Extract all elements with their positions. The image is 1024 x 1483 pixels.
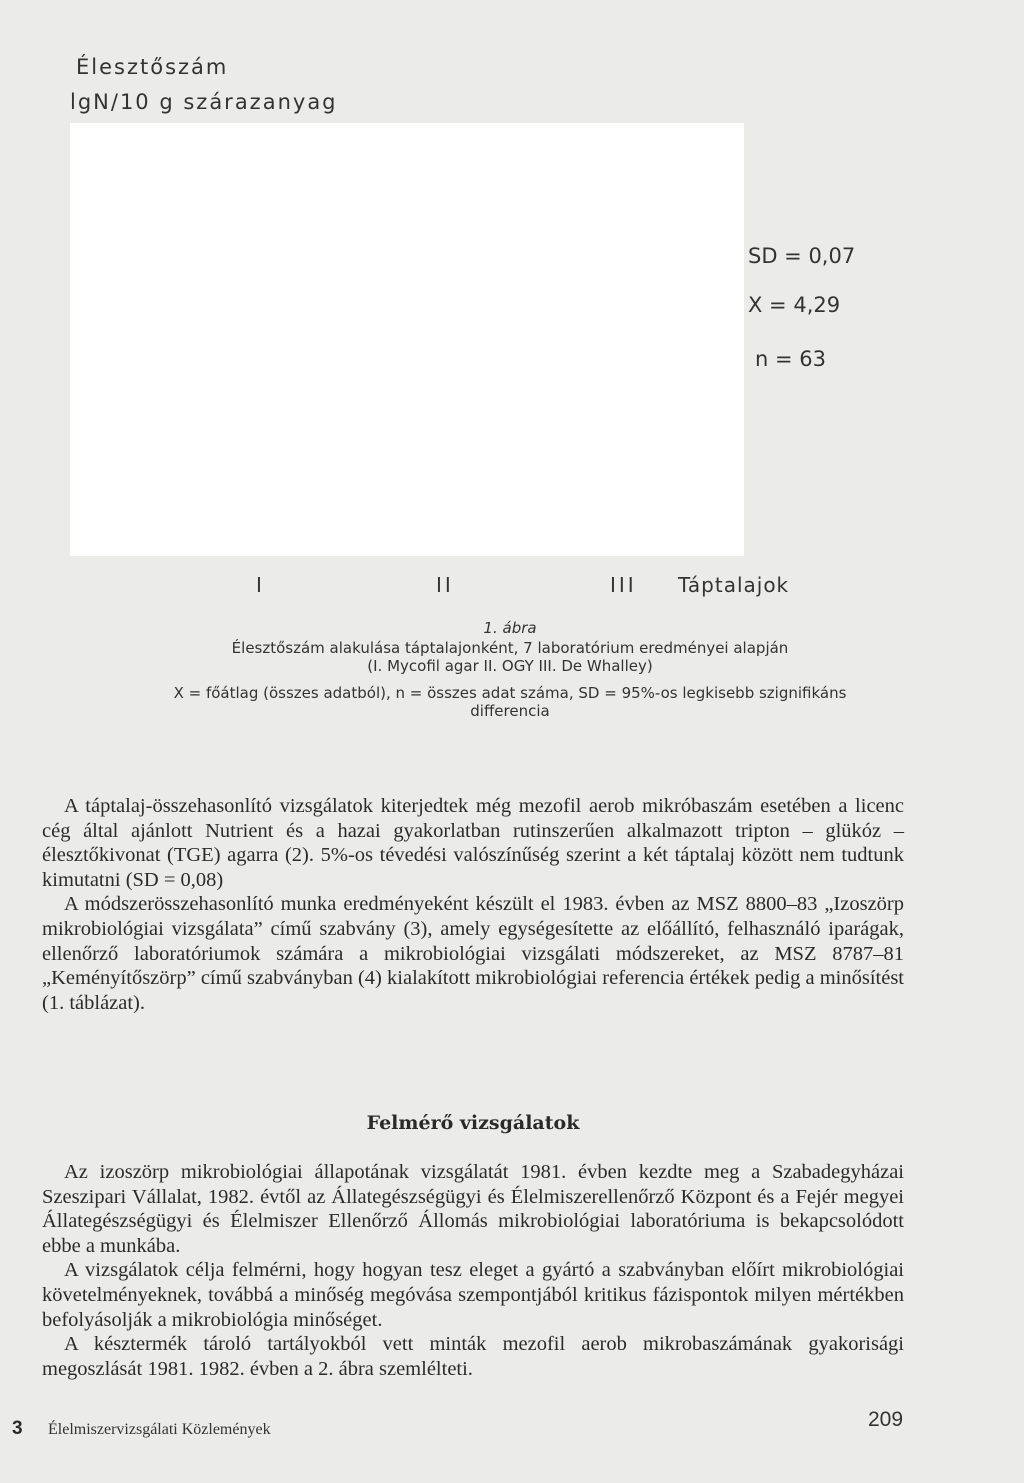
- y-axis-label-line1: Élesztőszám: [76, 55, 229, 79]
- paragraph-3: Az izoszörp mikrobiológiai állapotának vizsgálatát 1981. évben kezdte meg a Szabadegyházai Szeszipari Vállalat, 1982. évtől az Állategészségügyi és Élelmiszerellenőrző Központ és a Fejér megyei Állategészségügyi és Élelmiszer Ellenőrző Állomás mikrobiológiai laboratóriuma is bekapcsolódott ebbe a munkába.: [42, 1161, 904, 1257]
- caption-line2: (I. Mycofil agar II. OGY III. De Whalley): [367, 657, 653, 675]
- stat-mean: X = 4,29: [748, 293, 841, 317]
- caption-line3: X = főátlag (összes adatból), n = összes adat száma, SD = 95%-os legkisebb szignifikáns: [173, 684, 847, 702]
- x-tick-3: III: [610, 573, 637, 597]
- stat-sd: SD = 0,07: [748, 244, 856, 268]
- body-text-block-1: [42, 794, 904, 1015]
- paragraph-4: A vizsgálatok célja felmérni, hogy hogyan tesz eleget a gyártó a szabványban előírt mikrobiológiai követelményeknek, továbbá a minőség megóvása szempontjából kritikus fázispontok milyen mértékben befolyásolják a mikrobiológia minőséget.: [42, 1259, 904, 1331]
- x-axis-title: Táptalajok: [678, 573, 790, 597]
- paragraph-1: A táptalaj-összehasonlító vizsgálatok kiterjedtek még mezofil aerob mikróbaszám esetében a licenc cég által ajánlott Nutrient és a hazai gyakorlatban rutinszerűen alkalmazott tripton – glükóz – élesztőkivonat (TGE) agarra (2). 5%-os tévedési valószínűség szerint a két táptalaj között nem tudtunk kimutatni (SD = 0,08): [42, 795, 904, 891]
- page-number: 209: [868, 1408, 904, 1431]
- caption-line1: Élesztőszám alakulása táptalajonként, 7 laboratórium eredményei alapján: [231, 639, 789, 657]
- body-text-block-2: [42, 1160, 904, 1381]
- caption-line4: differencia: [470, 702, 550, 720]
- y-axis-label-line2: lgN/10 g szárazanyag: [70, 90, 338, 114]
- journal-name: Élelmiszervizsgálati Közlemények: [48, 1421, 271, 1438]
- sheet-number: 3: [12, 1418, 23, 1439]
- x-tick-1: I: [256, 573, 265, 597]
- paragraph-5: A késztermék tároló tartályokból vett minták mezofil aerob mikrobaszámának gyakorisági megoszlását 1981. 1982. évben a 2. ábra szemlélteti.: [42, 1333, 904, 1380]
- figure-plot-area: [70, 123, 744, 556]
- section-heading: Felmérő vizsgálatok: [366, 1112, 580, 1134]
- stat-n: n = 63: [755, 347, 826, 371]
- x-tick-2: II: [436, 573, 454, 597]
- figure-number: 1. ábra: [483, 619, 537, 637]
- paragraph-2: A módszerösszehasonlító munka eredményeként készült el 1983. évben az MSZ 8800–83 „Izoszörp mikrobiológiai vizsgálata” című szabvány (3), amely egységesítette az előállító, felhasználó iparágak, ellenőrző laboratóriumok számára a mikrobiológiai vizsgálati módszereket, az MSZ 8787–81 „Keményítőszörp” című szabványban (4) kialakított mikrobiológiai referencia értékek pedig a minősítést (1. táblázat).: [42, 893, 904, 1014]
